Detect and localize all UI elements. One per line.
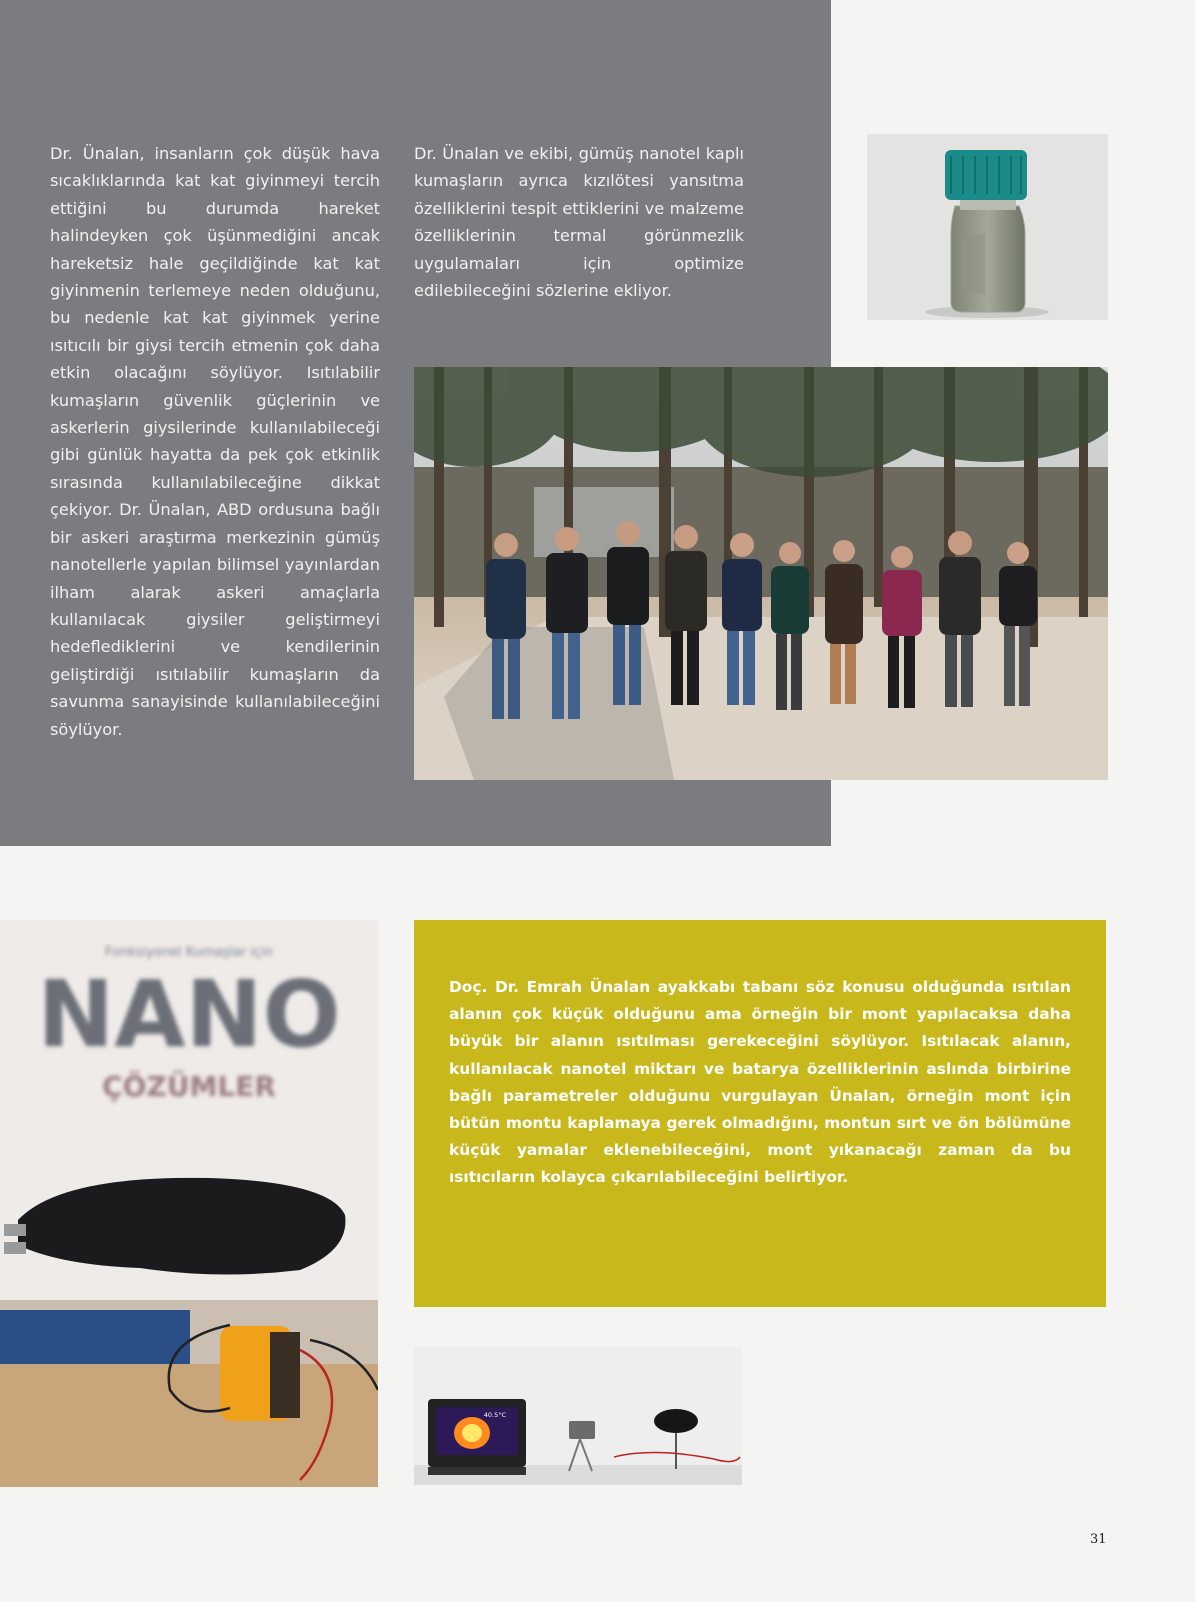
poster-small-text: Fonksiyonel Kumaşlar için [105, 945, 273, 960]
poster-sub-text: ÇÖZÜMLER [102, 1070, 276, 1103]
article-text-left-column: Dr. Ünalan, insanların çok düşük hava sıcaklıklarında kat kat giyinmeyi tercih ettiğini bu durumda hareket halindeyken çok üşünmediğini ancak hareketsiz hale geçildiğinde kat kat giyinmenin terlemeye neden olduğunu, bu nedenle kat kat giyinmek yerine ısıtıcılı bir giysi tercih etmenin çok daha etkin olacağını söylüyor. Isıtılabilir kumaşların güvenlik güçlerinin ve askerlerin giysilerinde kullanılabileceği gibi günlük hayatta da pek çok etkinlik sırasında kullanılabileceğine dikkat çekiyor. Dr. Ünalan, ABD ordusuna bağlı bir askeri araştırma merkezinin gümüş nanotellerle yapılan bilimsel yayınlardan ilham alarak askeri amaçlarla kullanılacak giysiler geliştirmeyi hedeflediklerini ve kendilerinin geliştirdiği ısıtılabilir kumaşların da savunma sanayisinde kullanılabileceğini söylüyor. [50, 144, 380, 739]
callout-text: Doç. Dr. Emrah Ünalan ayakkabı tabanı söz konusu olduğunda ısıtılan alanın çok küçük olduğunu ama örneğin bir mont yapılacaksa daha büyük bir alanın ısıtılması gerekeceğini söylüyor. Isıtılacak alanın, kullanılacak nanotel miktarı ve batarya özelliklerinin aslında birbirine bağlı parametreler olduğunu vurgulayan Ünalan, örneğin mont için bütün montu kaplamaya gerek olmadığını, montun sırt ve ön bölümüne küçük yamalar eklenebileceğini, mont yıkanacağı zaman da bu ısıtıcıların kolayca çıkarılabileceğini belirtiyor. [449, 978, 1071, 1187]
page-number: 31 [1090, 1532, 1107, 1547]
thermal-camera-lab-photo [414, 1347, 742, 1485]
thermal-readout: 40.5°C [483, 1411, 506, 1419]
research-team-group-photo [414, 367, 1108, 780]
article-text-right-column: Dr. Ünalan ve ekibi, gümüş nanotel kaplı kumaşların ayrıca kızılötesi yansıtma özelliklerini tespit ettiklerini ve malzeme özelliklerinin termal görünmezlik uygulamaları için optimize edilebileceğini sözlerine ekliyor. [414, 144, 744, 301]
heated-insole-photo [0, 920, 378, 1487]
nanowire-jar-photo [867, 134, 1108, 320]
poster-nano-text: NANO [37, 961, 341, 1068]
